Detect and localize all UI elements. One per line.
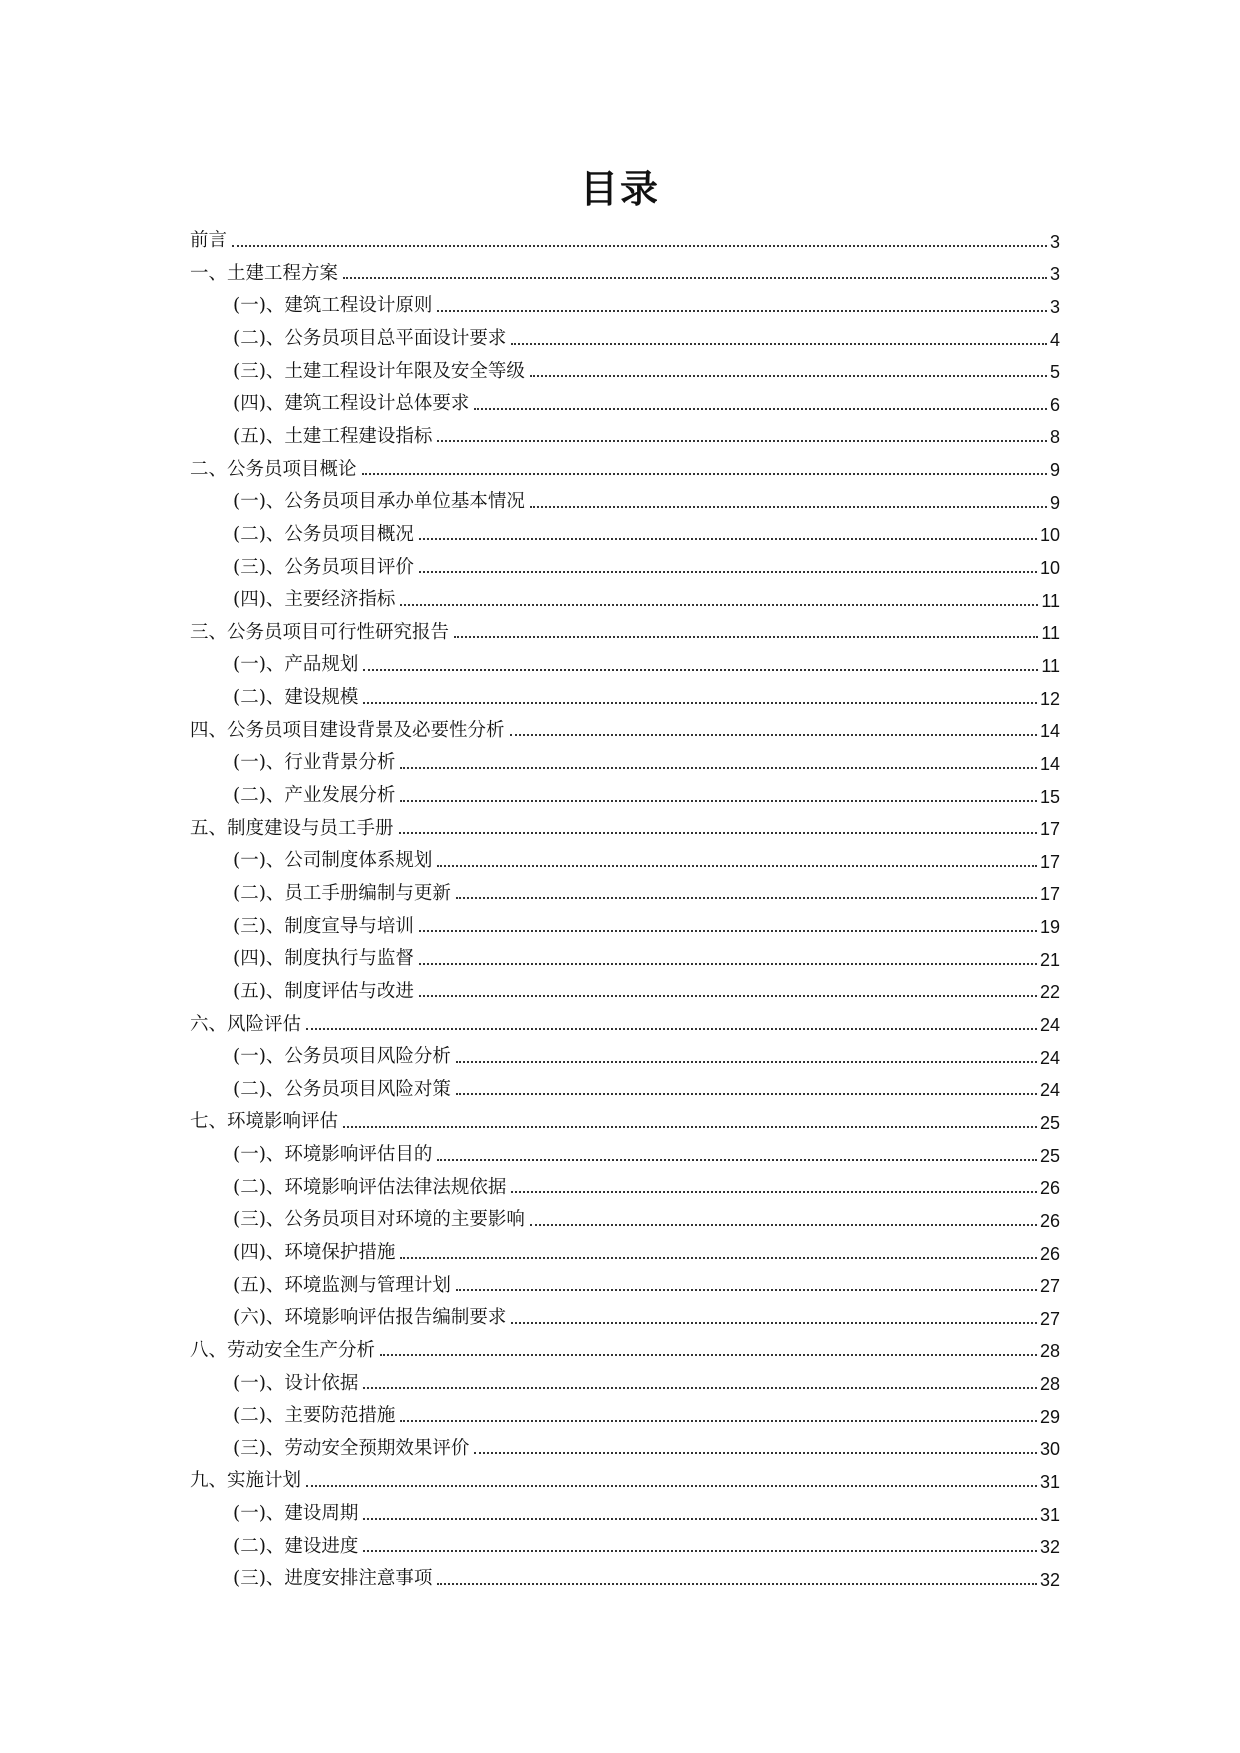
- toc-entry-title: 一、土建工程方案: [190, 262, 339, 284]
- toc-page-number: 17: [1039, 851, 1060, 872]
- toc-section-entry[interactable]: [190, 969, 1060, 1002]
- toc-page-number: 8: [1049, 427, 1060, 448]
- dot-leader: [343, 277, 1047, 279]
- dot-leader: [400, 1420, 1037, 1422]
- toc-section-entry[interactable]: [190, 740, 1060, 773]
- dot-leader: [419, 930, 1037, 932]
- toc-page-number: 4: [1049, 329, 1060, 350]
- toc-page-number: 17: [1039, 884, 1060, 905]
- toc-page-number: 14: [1039, 721, 1060, 742]
- toc-page-number: 6: [1049, 394, 1060, 415]
- toc-section-entry[interactable]: [190, 1230, 1060, 1263]
- toc-page-number: 14: [1039, 753, 1060, 774]
- toc-chapter-entry[interactable]: [190, 708, 1060, 741]
- dot-leader: [437, 440, 1047, 442]
- toc-section-entry[interactable]: [190, 479, 1060, 512]
- toc-page-number: 10: [1039, 525, 1060, 546]
- toc-section-entry[interactable]: [190, 1132, 1060, 1165]
- toc-entry-title: (一)、建设周期: [233, 1503, 359, 1525]
- toc-page-number: 12: [1039, 688, 1060, 709]
- toc-entry-title: (三)、公务员项目对环境的主要影响: [233, 1209, 525, 1231]
- toc-entry-title: (一)、产品规划: [233, 654, 359, 676]
- toc-entry-title: (一)、建筑工程设计原则: [233, 295, 433, 317]
- toc-entry-title: (一)、设计依据: [233, 1372, 359, 1394]
- dot-leader: [363, 1550, 1037, 1552]
- toc-section-entry[interactable]: [190, 381, 1060, 414]
- toc-entry-title: 三、公务员项目可行性研究报告: [190, 621, 450, 643]
- dot-leader: [437, 310, 1047, 312]
- toc-page-number: 24: [1039, 1015, 1060, 1036]
- toc-entry-title: 六、风险评估: [190, 1013, 302, 1035]
- toc-page-number: 3: [1049, 264, 1060, 285]
- toc-entry-title: (二)、公务员项目风险对策: [233, 1078, 451, 1100]
- toc-page-number: 28: [1039, 1374, 1060, 1395]
- toc-section-entry[interactable]: [190, 1491, 1060, 1524]
- dot-leader: [456, 1093, 1037, 1095]
- toc-section-entry[interactable]: [190, 1295, 1060, 1328]
- toc-entry-title: (二)、环境影响评估法律法规依据: [233, 1176, 507, 1198]
- toc-section-entry[interactable]: [190, 577, 1060, 610]
- toc-page-number: 26: [1039, 1243, 1060, 1264]
- toc-entry-title: (二)、产业发展分析: [233, 785, 396, 807]
- toc-entry-title: (三)、制度宣导与培训: [233, 915, 414, 937]
- toc-chapter-entry[interactable]: [190, 1458, 1060, 1491]
- dot-leader: [343, 1126, 1037, 1128]
- toc-section-entry[interactable]: [190, 414, 1060, 447]
- dot-leader: [456, 1061, 1037, 1063]
- toc-page-number: 19: [1039, 917, 1060, 938]
- toc-page-number: 31: [1039, 1504, 1060, 1525]
- toc-section-entry[interactable]: [190, 316, 1060, 349]
- toc-entry-title: 二、公务员项目概论: [190, 458, 357, 480]
- toc-section-entry[interactable]: [190, 283, 1060, 316]
- dot-leader: [419, 963, 1037, 965]
- toc-page-number: 15: [1039, 786, 1060, 807]
- toc-entry-title: (五)、制度评估与改进: [233, 980, 414, 1002]
- toc-section-entry[interactable]: [190, 1524, 1060, 1557]
- dot-leader: [437, 1583, 1037, 1585]
- dot-leader: [400, 767, 1037, 769]
- toc-page-number: 11: [1041, 655, 1060, 676]
- dot-leader: [400, 800, 1037, 802]
- dot-leader: [474, 408, 1047, 410]
- toc-section-entry[interactable]: [190, 1556, 1060, 1589]
- dot-leader: [437, 1159, 1037, 1161]
- toc-entry-title: 八、劳动安全生产分析: [190, 1339, 376, 1361]
- dot-leader: [363, 1387, 1037, 1389]
- toc-page-number: 9: [1049, 460, 1060, 481]
- toc-page-number: 3: [1049, 231, 1060, 252]
- toc-chapter-entry[interactable]: [190, 806, 1060, 839]
- toc-page-number: 28: [1039, 1341, 1060, 1362]
- toc-page-number: 22: [1039, 982, 1060, 1003]
- toc-page-number: 27: [1039, 1276, 1060, 1297]
- dot-leader: [419, 571, 1037, 573]
- toc-section-entry[interactable]: [190, 773, 1060, 806]
- toc-entry-title: 七、环境影响评估: [190, 1111, 339, 1133]
- toc-page-number: 24: [1039, 1047, 1060, 1068]
- dot-leader: [511, 1322, 1037, 1324]
- dot-leader: [363, 702, 1037, 704]
- toc-page-number: 3: [1049, 296, 1060, 317]
- toc-section-entry[interactable]: [190, 1165, 1060, 1198]
- toc-section-entry[interactable]: [190, 838, 1060, 871]
- toc-page-number: 9: [1049, 492, 1060, 513]
- toc-page-number: 32: [1039, 1537, 1060, 1558]
- dot-leader: [380, 1354, 1037, 1356]
- toc-section-entry[interactable]: [190, 1393, 1060, 1426]
- dot-leader: [456, 1289, 1037, 1291]
- toc-entry-title: (四)、环境保护措施: [233, 1242, 396, 1263]
- dot-leader: [530, 506, 1047, 508]
- toc-page-number: 21: [1039, 949, 1060, 970]
- table-of-contents: [190, 218, 1060, 1589]
- toc-page-number: 27: [1039, 1308, 1060, 1329]
- toc-entry-title: (一)、环境影响评估目的: [233, 1144, 433, 1166]
- toc-section-entry[interactable]: [190, 871, 1060, 904]
- toc-entry-title: (二)、员工手册编制与更新: [233, 882, 451, 904]
- dot-leader: [437, 865, 1037, 867]
- toc-entry-title: (三)、土建工程设计年限及安全等级: [233, 360, 525, 382]
- toc-entry-title: 九、实施计划: [190, 1470, 302, 1492]
- toc-section-entry[interactable]: [190, 1263, 1060, 1296]
- toc-entry-title: (一)、公务员项目风险分析: [233, 1046, 451, 1068]
- toc-page-number: 11: [1041, 623, 1060, 644]
- toc-entry-title: (三)、劳动安全预期效果评价: [233, 1437, 470, 1459]
- dot-leader: [306, 1485, 1037, 1487]
- toc-page-number: 24: [1039, 1080, 1060, 1101]
- toc-page-number: 5: [1049, 362, 1060, 383]
- toc-entry-title: (三)、进度安排注意事项: [233, 1568, 433, 1590]
- toc-page-number: 29: [1039, 1406, 1060, 1427]
- dot-leader: [400, 604, 1038, 606]
- dot-leader: [454, 636, 1038, 638]
- toc-section-entry[interactable]: [190, 349, 1060, 382]
- toc-entry-title: (四)、制度执行与监督: [233, 948, 414, 970]
- dot-leader: [363, 1518, 1037, 1520]
- toc-section-entry[interactable]: [190, 1426, 1060, 1459]
- toc-entry-title: (三)、公务员项目评价: [233, 556, 414, 578]
- dot-leader: [511, 1191, 1037, 1193]
- toc-chapter-entry[interactable]: [190, 610, 1060, 643]
- toc-page-number: 31: [1039, 1471, 1060, 1492]
- toc-section-entry[interactable]: [190, 544, 1060, 577]
- dot-leader: [363, 669, 1038, 671]
- dot-leader: [511, 343, 1047, 345]
- toc-page-number: 11: [1041, 590, 1060, 611]
- toc-entry-title: (二)、建设规模: [233, 687, 359, 709]
- toc-page-number: 30: [1039, 1439, 1060, 1460]
- toc-section-entry[interactable]: [190, 675, 1060, 708]
- toc-section-entry[interactable]: [190, 1197, 1060, 1230]
- toc-chapter-entry[interactable]: [190, 1001, 1060, 1034]
- dot-leader: [530, 375, 1047, 377]
- toc-page-number: 25: [1039, 1112, 1060, 1133]
- toc-chapter-entry[interactable]: [190, 446, 1060, 479]
- dot-leader: [419, 538, 1037, 540]
- toc-page-number: 25: [1039, 1145, 1060, 1166]
- toc-chapter-entry[interactable]: [190, 1099, 1060, 1132]
- toc-entry-title: (四)、主要经济指标: [233, 589, 396, 611]
- dot-leader: [362, 473, 1047, 475]
- toc-section-entry[interactable]: [190, 1067, 1060, 1100]
- dot-leader: [474, 1452, 1037, 1454]
- toc-entry-title: (一)、公司制度体系规划: [233, 850, 433, 872]
- toc-page-number: 17: [1039, 819, 1060, 840]
- toc-section-entry[interactable]: [190, 936, 1060, 969]
- toc-entry-title: (五)、环境监测与管理计划: [233, 1274, 451, 1296]
- toc-section-entry[interactable]: [190, 642, 1060, 675]
- toc-chapter-entry[interactable]: [190, 251, 1060, 284]
- toc-entry-title: (二)、建设进度: [233, 1535, 359, 1557]
- dot-leader: [400, 1257, 1037, 1259]
- toc-page-number: 26: [1039, 1210, 1060, 1231]
- toc-entry-title: (六)、环境影响评估报告编制要求: [233, 1307, 507, 1329]
- toc-entry-title: (一)、行业背景分析: [233, 752, 396, 774]
- dot-leader: [306, 1028, 1037, 1030]
- toc-entry-title: 五、制度建设与员工手册: [190, 817, 394, 839]
- toc-page-number: 10: [1039, 558, 1060, 579]
- toc-page-number: 26: [1039, 1178, 1060, 1199]
- toc-title: 目录: [579, 167, 660, 211]
- toc-entry-title: 前言: [190, 230, 228, 252]
- toc-entry-title: (二)、公务员项目总平面设计要求: [233, 328, 507, 350]
- toc-section-entry[interactable]: [190, 1034, 1060, 1067]
- toc-entry-title: (四)、建筑工程设计总体要求: [233, 393, 470, 415]
- toc-section-entry[interactable]: [190, 903, 1060, 936]
- toc-entry-title: (二)、主要防范措施: [233, 1405, 396, 1427]
- toc-section-entry[interactable]: [190, 1360, 1060, 1393]
- dot-leader: [530, 1224, 1037, 1226]
- dot-leader: [232, 245, 1047, 247]
- dot-leader: [456, 897, 1037, 899]
- toc-entry-title: 四、公务员项目建设背景及必要性分析: [190, 719, 505, 741]
- dot-leader: [399, 832, 1037, 834]
- toc-entry-title: (一)、公务员项目承办单位基本情况: [233, 491, 525, 513]
- toc-entry-title: (五)、土建工程建设指标: [233, 425, 433, 447]
- dot-leader: [419, 995, 1037, 997]
- toc-chapter-entry[interactable]: [190, 1328, 1060, 1361]
- toc-chapter-entry[interactable]: [190, 218, 1060, 251]
- toc-entry-title: (二)、公务员项目概况: [233, 523, 414, 545]
- toc-section-entry[interactable]: [190, 512, 1060, 545]
- toc-page-number: 32: [1039, 1569, 1060, 1590]
- dot-leader: [510, 734, 1037, 736]
